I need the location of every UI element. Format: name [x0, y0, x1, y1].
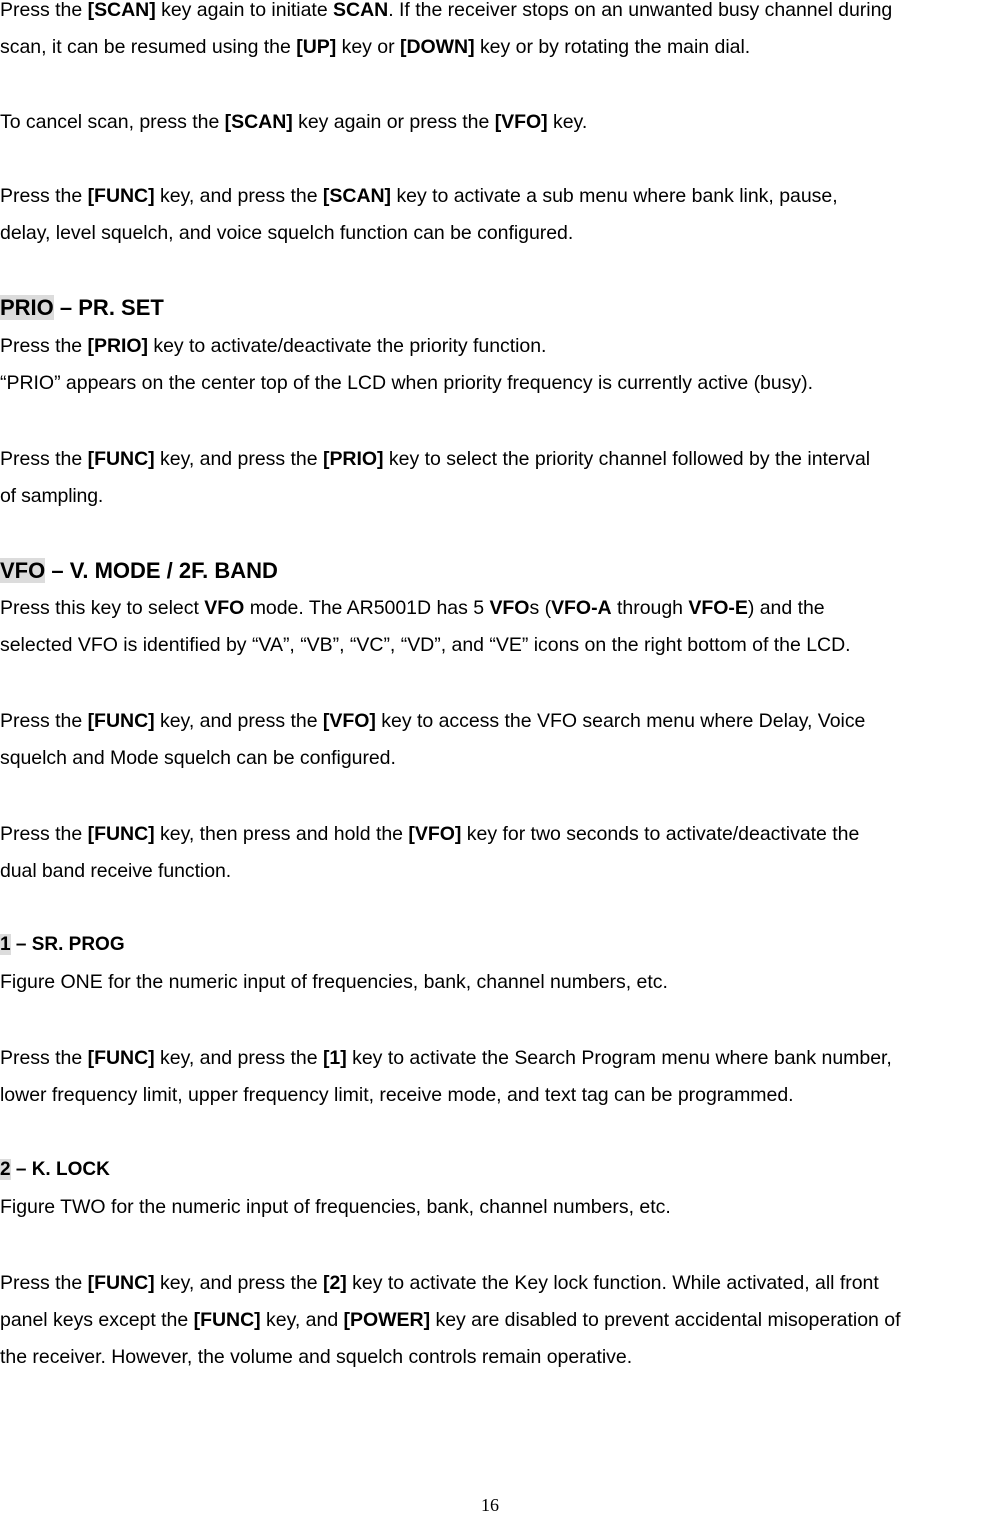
- vfo-key-label: VFO: [0, 558, 46, 583]
- bold-run: [FUNC]: [87, 1047, 155, 1069]
- text-run: key, and press the: [154, 448, 323, 470]
- bold-run: [DOWN]: [399, 36, 475, 58]
- key1-heading: [0, 930, 125, 960]
- bold-run: [FUNC]: [87, 185, 155, 207]
- key2-description-paragraph: [0, 1189, 997, 1226]
- key2-heading: [0, 1155, 110, 1185]
- text-run: key to select the priority channel followed by the interval: [383, 448, 871, 470]
- text-line: [0, 365, 997, 402]
- key1-heading-title: – SR. PROG: [10, 934, 125, 955]
- key2-heading-title: – K. LOCK: [10, 1159, 110, 1180]
- text-run: key are disabled to prevent accidental misoperation of: [430, 1309, 901, 1331]
- bold-run: VFO-A: [551, 597, 612, 619]
- text-run: key.: [547, 111, 588, 133]
- text-line: [0, 1077, 997, 1114]
- text-run: key to activate the Key lock function. While activated, all front: [346, 1272, 879, 1294]
- bold-run: [SCAN]: [322, 185, 392, 207]
- text-line: [0, 1040, 997, 1077]
- bold-run: [FUNC]: [87, 448, 155, 470]
- text-run: Press this key to select: [0, 597, 205, 619]
- bold-run: [FUNC]: [193, 1309, 261, 1331]
- bold-run: [FUNC]: [87, 710, 155, 732]
- bold-run: [VFO]: [322, 710, 376, 732]
- bold-run: VFO-E: [688, 597, 748, 619]
- text-run: Figure ONE for the numeric input of frequencies, bank, channel numbers, etc.: [0, 971, 668, 993]
- text-run: of sampling.: [0, 485, 104, 507]
- text-run: s (: [529, 597, 552, 619]
- text-run: lower frequency limit, upper frequency limit, receive mode, and text tag can be programmed.: [0, 1084, 794, 1106]
- text-run: Press the: [0, 1272, 88, 1294]
- text-line: [0, 816, 997, 853]
- key1-description-paragraph: [0, 964, 997, 1001]
- text-run: the receiver. However, the volume and squelch controls remain operative.: [0, 1346, 633, 1368]
- text-line: [0, 1265, 997, 1302]
- text-run: Press the: [0, 823, 88, 845]
- bold-run: [2]: [323, 1272, 347, 1294]
- text-line: [0, 627, 997, 664]
- bold-run: [FUNC]: [87, 1272, 155, 1294]
- key1-key-label: 1: [0, 934, 11, 955]
- text-line: [0, 703, 997, 740]
- text-run: key to activate/deactivate the priority function.: [147, 335, 547, 357]
- text-run: selected VFO is identified by “VA”, “VB”, “VC”, “VD”, and “VE” icons on the right bottom of the LCD.: [0, 634, 851, 656]
- text-run: through: [611, 597, 689, 619]
- text-line: [0, 0, 997, 29]
- scan-cancel-paragraph: [0, 104, 997, 141]
- text-run: dual band receive function.: [0, 860, 232, 882]
- scan-resume-paragraph: [0, 0, 997, 66]
- prio-description-paragraph: [0, 328, 997, 402]
- bold-run: [UP]: [296, 36, 337, 58]
- text-run: Figure TWO for the numeric input of frequencies, bank, channel numbers, etc.: [0, 1196, 671, 1218]
- text-run: Press the: [0, 448, 88, 470]
- text-run: key or: [336, 36, 400, 58]
- bold-run: [FUNC]: [87, 823, 155, 845]
- text-line: [0, 441, 997, 478]
- text-run: key, and press the: [154, 1272, 323, 1294]
- text-run: Press the: [0, 1047, 88, 1069]
- text-run: Press the: [0, 335, 88, 357]
- bold-run: [SCAN]: [224, 111, 293, 133]
- bold-run: [PRIO]: [87, 335, 148, 357]
- text-run: Press the: [0, 185, 88, 207]
- text-line: [0, 853, 997, 890]
- prio-heading-title: – PR. SET: [53, 295, 164, 320]
- text-run: key or by rotating the main dial.: [474, 36, 751, 58]
- text-run: key to activate a sub menu where bank link, pause,: [391, 185, 838, 207]
- text-line: [0, 1189, 997, 1226]
- text-line: [0, 740, 997, 777]
- bold-run: [PRIO]: [322, 448, 384, 470]
- text-run: key again to initiate: [155, 0, 334, 21]
- text-run: key to activate the Search Program menu where bank number,: [346, 1047, 892, 1069]
- vfo-hold-paragraph: [0, 816, 997, 890]
- text-run: key, and press the: [154, 710, 323, 732]
- text-run: panel keys except the: [0, 1309, 194, 1331]
- vfo-heading-title: – V. MODE / 2F. BAND: [45, 558, 278, 583]
- bold-run: SCAN: [333, 0, 389, 21]
- text-run: . If the receiver stops on an unwanted busy channel during: [388, 0, 893, 21]
- text-run: mode. The AR5001D has 5: [244, 597, 490, 619]
- vfo-description-paragraph: [0, 590, 997, 664]
- prio-heading: [0, 293, 164, 323]
- bold-run: [SCAN]: [87, 0, 156, 21]
- text-run: key to access the VFO search menu where Delay, Voice: [375, 710, 866, 732]
- vfo-func-paragraph: [0, 703, 997, 777]
- text-line: [0, 328, 997, 365]
- bold-run: VFO: [204, 597, 245, 619]
- bold-run: [VFO]: [494, 111, 548, 133]
- text-run: Press the: [0, 710, 88, 732]
- text-line: [0, 590, 997, 627]
- key1-func-paragraph: [0, 1040, 997, 1114]
- text-line: [0, 104, 997, 141]
- text-run: “PRIO” appears on the center top of the LCD when priority frequency is currently active (busy).: [0, 372, 814, 394]
- text-run: key, then press and hold the: [154, 823, 409, 845]
- bold-run: [POWER]: [343, 1309, 431, 1331]
- vfo-heading: [0, 556, 278, 586]
- text-run: key, and press the: [154, 185, 323, 207]
- text-line: [0, 215, 997, 252]
- bold-run: [1]: [322, 1047, 347, 1069]
- text-run: delay, level squelch, and voice squelch function can be configured.: [0, 222, 574, 244]
- text-run: key for two seconds to activate/deactivate the: [461, 823, 860, 845]
- key2-func-paragraph: [0, 1265, 997, 1376]
- text-run: scan, it can be resumed using the: [0, 36, 297, 58]
- scan-func-paragraph: [0, 178, 997, 252]
- text-run: key, and press the: [154, 1047, 323, 1069]
- text-run: key, and: [260, 1309, 344, 1331]
- key2-key-label: 2: [0, 1159, 11, 1180]
- text-line: [0, 1302, 997, 1339]
- prio-func-paragraph: [0, 441, 997, 515]
- text-run: To cancel scan, press the: [0, 111, 225, 133]
- text-run: squelch and Mode squelch can be configured.: [0, 747, 396, 769]
- text-line: [0, 178, 997, 215]
- text-run: key again or press the: [292, 111, 495, 133]
- text-line: [0, 29, 997, 66]
- text-line: [0, 964, 997, 1001]
- text-run: Press the: [0, 0, 88, 21]
- bold-run: [VFO]: [408, 823, 462, 845]
- page-number: 16: [481, 1495, 499, 1515]
- bold-run: VFO: [489, 597, 530, 619]
- text-run: ) and the: [747, 597, 825, 619]
- prio-key-label: PRIO: [0, 295, 54, 320]
- text-line: [0, 478, 997, 515]
- text-line: [0, 1339, 997, 1376]
